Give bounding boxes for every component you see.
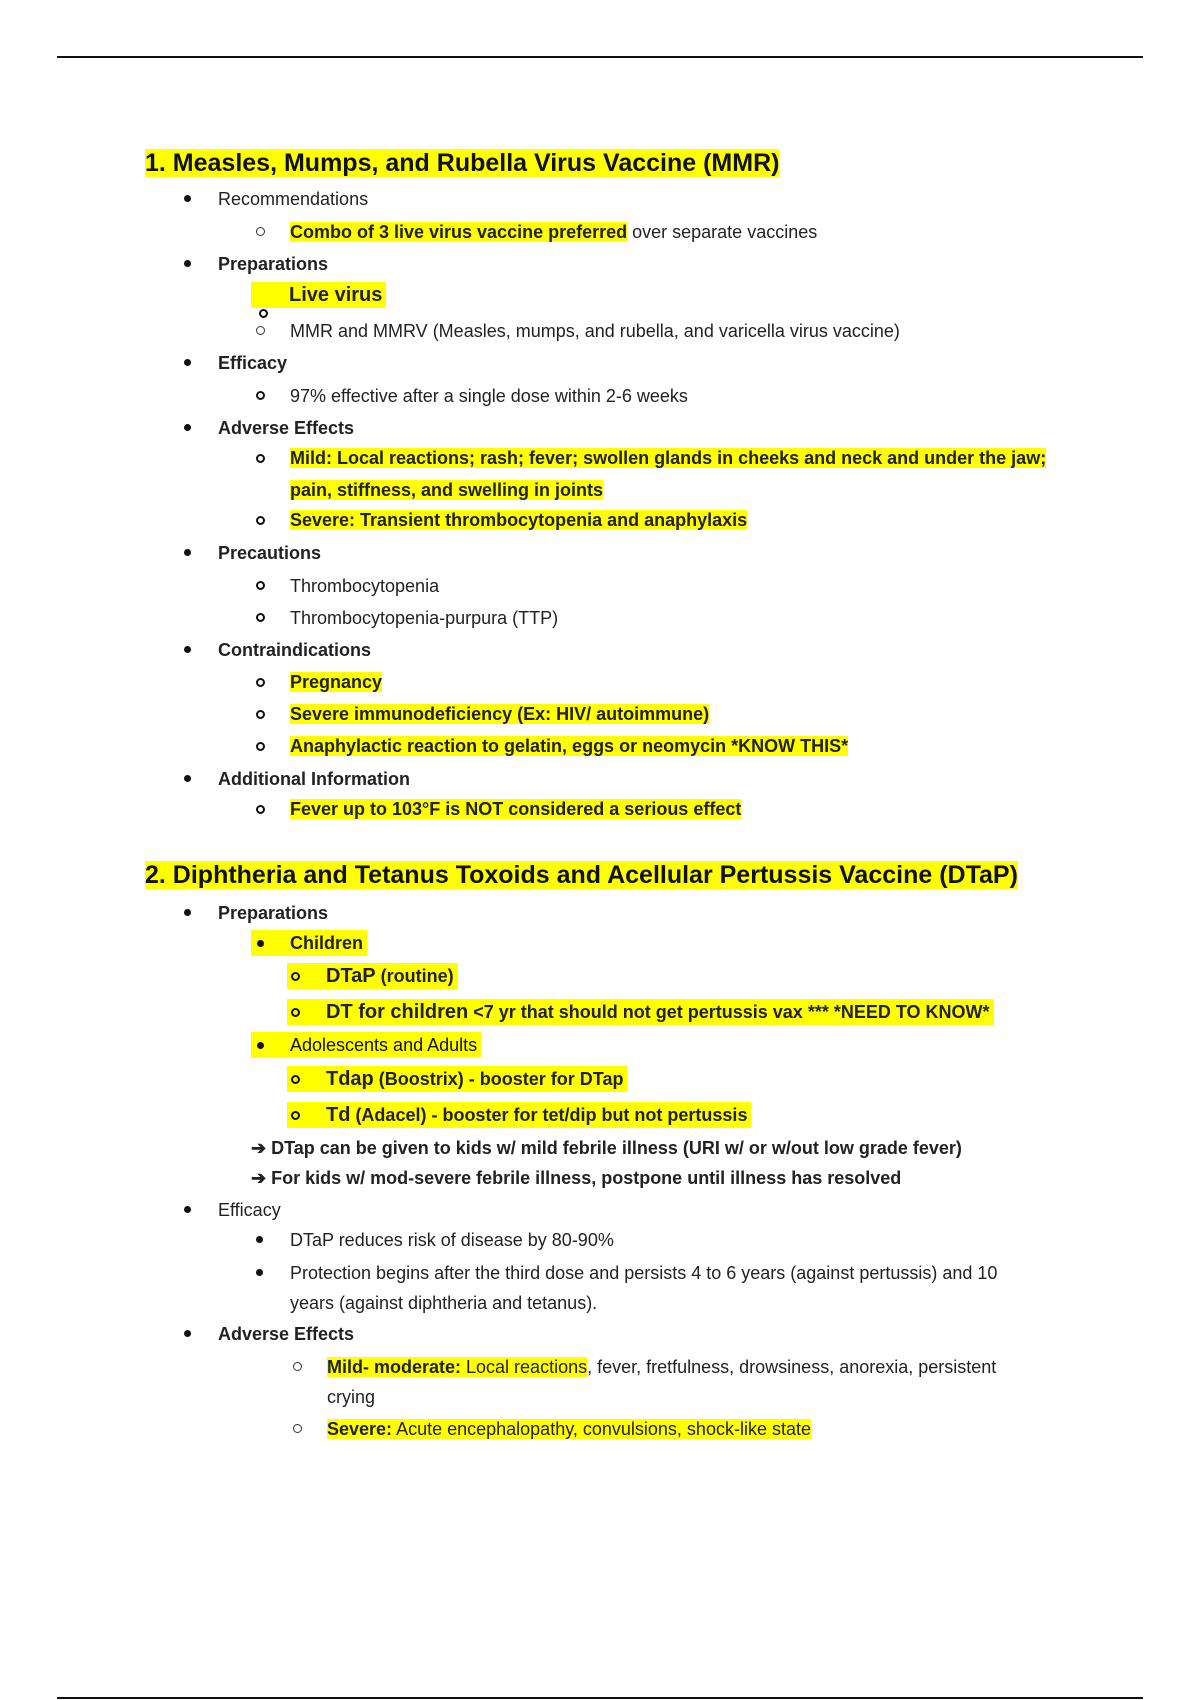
efficacy-item: Protection begins after the third dose and persists 4 to 6 years (against pertussis) and 10	[290, 1263, 998, 1283]
circle-bullet-icon	[293, 1362, 302, 1371]
bullet-icon	[184, 1330, 191, 1337]
circle-bullet-icon	[256, 326, 265, 335]
additional-info-item: Fever up to 103°F is NOT considered a serious effect	[290, 799, 742, 819]
adverse-effects-heading: Adverse Effects	[218, 418, 355, 438]
section-1-title: 1. Measles, Mumps, and Rubella Virus Vaccine (MMR)	[145, 149, 780, 177]
efficacy-item-cont: years (against diphtheria and tetanus).	[290, 1293, 598, 1313]
adolescents-adults-heading: Adolescents and Adults	[251, 1032, 481, 1058]
children-dt-item: DT for children <7 yr that should not get pertussis vax *** *NEED TO KNOW*	[287, 999, 994, 1025]
contraindications-heading: Contraindications	[218, 640, 372, 660]
circle-bullet-icon	[256, 581, 265, 590]
circle-bullet-icon	[291, 1111, 300, 1120]
circle-bullet-icon	[256, 742, 265, 751]
bullet-icon	[184, 260, 191, 267]
adult-tdap-item: Tdap (Boostrix) - booster for DTap	[287, 1066, 627, 1092]
adverse-effect-severe: Severe: Acute encephalopathy, convulsions, shock-like state	[327, 1419, 811, 1439]
adverse-effect-mild: Mild: Local reactions; rash; fever; swollen glands in cheeks and neck and under the jaw;	[290, 448, 1047, 468]
children-heading: Children	[251, 930, 367, 956]
contraindication-item: Anaphylactic reaction to gelatin, eggs or neomycin *KNOW THIS*	[290, 736, 849, 756]
circle-bullet-icon	[256, 678, 265, 687]
bullet-icon	[184, 1206, 191, 1213]
arrow-note: ➔ For kids w/ mod-severe febrile illness, postpone until illness has resolved	[251, 1168, 902, 1188]
recommendation-item: Combo of 3 live virus vaccine preferred over separate vaccines	[290, 222, 818, 242]
circle-bullet-icon	[256, 710, 265, 719]
bullet-icon	[184, 195, 191, 202]
additional-info-heading: Additional Information	[218, 769, 410, 789]
circle-bullet-icon	[256, 227, 265, 236]
circle-bullet-icon	[256, 454, 265, 463]
circle-bullet-icon	[256, 613, 265, 622]
bullet-icon	[184, 549, 191, 556]
circle-bullet-icon	[259, 309, 268, 318]
bullet-icon	[184, 424, 191, 431]
bullet-icon	[184, 775, 191, 782]
recommendations-heading: Recommendations	[218, 189, 369, 209]
preparation-item: MMR and MMRV (Measles, mumps, and rubella, and varicella virus vaccine)	[290, 321, 900, 341]
bullet-icon	[256, 1269, 263, 1276]
bullet-icon	[256, 1236, 263, 1243]
efficacy-item: 97% effective after a single dose within 2-6 weeks	[290, 386, 688, 406]
circle-bullet-icon	[291, 1008, 300, 1017]
adult-td-item: Td (Adacel) - booster for tet/dip but not pertussis	[287, 1102, 751, 1128]
adverse-effect-mild-cont: crying	[327, 1387, 376, 1407]
efficacy-heading: Efficacy	[218, 353, 288, 373]
adverse-effect-mild-cont: pain, stiffness, and swelling in joints	[290, 480, 604, 500]
bullet-icon	[184, 646, 191, 653]
section-2-title: 2. Diphtheria and Tetanus Toxoids and Acellular Pertussis Vaccine (DTaP)	[145, 861, 1018, 889]
bullet-icon	[184, 909, 191, 916]
arrow-note: ➔ DTap can be given to kids w/ mild febrile illness (URI w/ or w/out low grade fever)	[251, 1138, 962, 1158]
circle-bullet-icon	[256, 805, 265, 814]
bullet-icon	[257, 1042, 264, 1049]
circle-bullet-icon	[293, 1424, 302, 1433]
children-dtap-item: DTaP (routine)	[287, 963, 458, 989]
circle-bullet-icon	[291, 1075, 300, 1084]
preparations-heading: Preparations	[218, 903, 329, 923]
adverse-effect-severe: Severe: Transient thrombocytopenia and anaphylaxis	[290, 510, 748, 530]
precautions-heading: Precautions	[218, 543, 322, 563]
top-rule	[57, 56, 1143, 58]
efficacy-item: DTaP reduces risk of disease by 80-90%	[290, 1230, 614, 1250]
circle-bullet-icon	[256, 391, 265, 400]
circle-bullet-icon	[291, 972, 300, 981]
circle-bullet-icon	[256, 516, 265, 525]
preparation-live-virus: Live virus	[251, 282, 386, 308]
precaution-item: Thrombocytopenia	[290, 576, 440, 596]
efficacy-heading: Efficacy	[218, 1200, 281, 1220]
bullet-icon	[257, 940, 264, 947]
bullet-icon	[184, 359, 191, 366]
contraindication-item: Pregnancy	[290, 672, 383, 692]
preparations-heading: Preparations	[218, 254, 329, 274]
contraindication-item: Severe immunodeficiency (Ex: HIV/ autoimmune)	[290, 704, 710, 724]
adverse-effects-heading: Adverse Effects	[218, 1324, 355, 1344]
adverse-effect-mild: Mild- moderate: Local reactions, fever, fretfulness, drowsiness, anorexia, persistent	[327, 1357, 997, 1377]
precaution-item: Thrombocytopenia-purpura (TTP)	[290, 608, 559, 628]
bottom-rule	[57, 1697, 1143, 1699]
